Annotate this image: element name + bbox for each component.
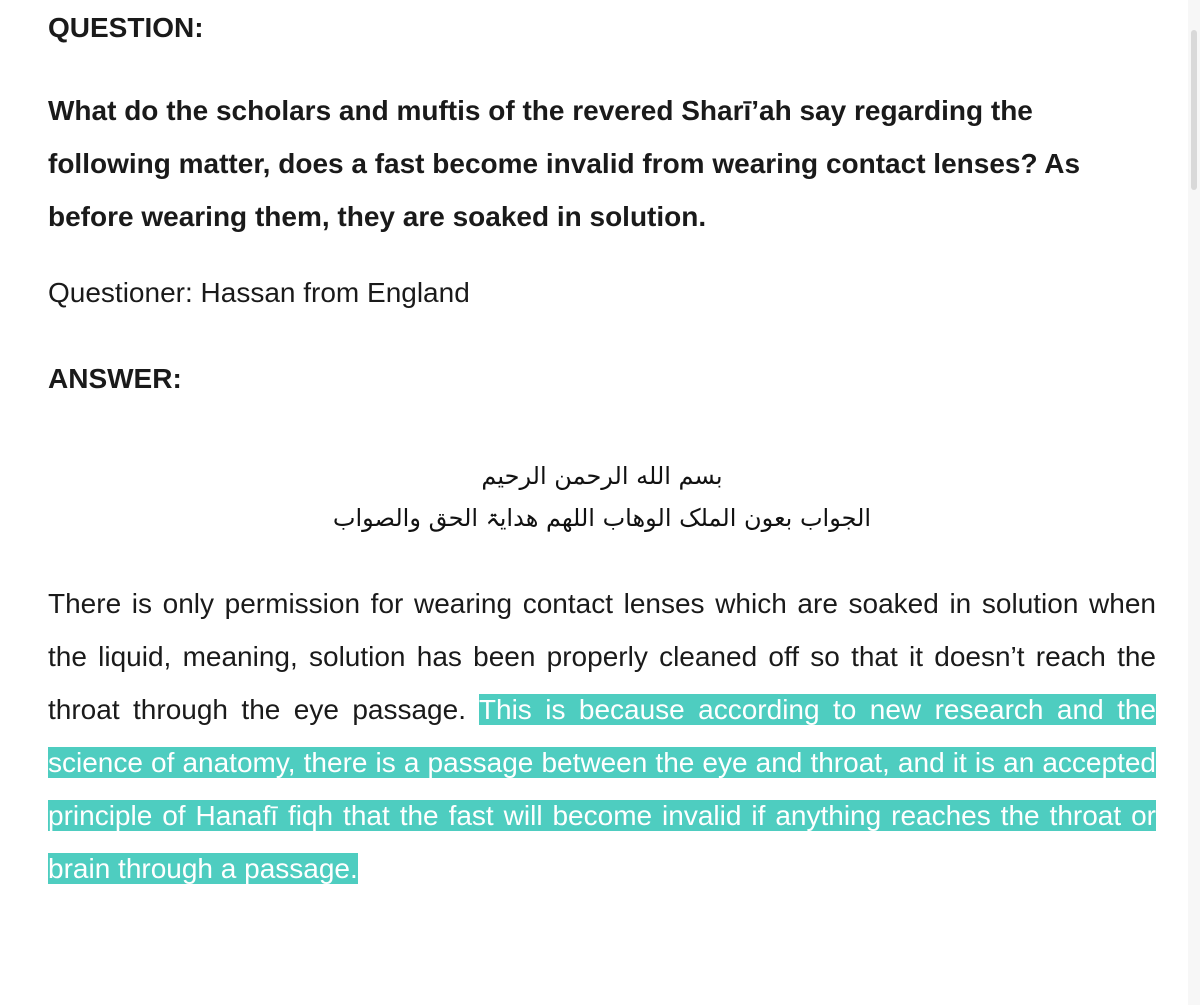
question-text: What do the scholars and muftis of the revered Sharī’ah say regarding the following matter, does a fast become invalid from wearing contact lenses? As before wearing them, they are soaked in solution.	[48, 95, 1081, 232]
answer-heading: ANSWER:	[48, 363, 182, 394]
question-heading: QUESTION:	[48, 12, 204, 43]
article-content	[48, 0, 1156, 895]
answer-text-highlighted[interactable]: This is because according to new research and the science of anatomy, there is a passage between the eye and throat, and it is an accepted principle of Hanafī fiqh that the fast will become invalid if anything reaches the throat or brain through a passage.	[48, 694, 1156, 884]
arabic-invocation-block	[48, 455, 1156, 539]
questioner-line: Questioner: Hassan from England	[48, 277, 470, 308]
arabic-invocation: الجواب بعون الملک الوھاب اللھم ھدایۃ الحق والصواب	[332, 504, 872, 532]
arabic-basmala: بسم الله الرحمن الرحیم	[481, 462, 723, 490]
scrollbar-thumb[interactable]	[1191, 30, 1197, 190]
answer-paragraph	[48, 577, 1156, 895]
answer-text-plain: There is only permission for wearing contact lenses which are soaked in solution when the liquid, meaning, solution has been properly cleaned off so that it doesn’t reach the throat through the eye passage.	[48, 588, 1156, 725]
scrollbar-track[interactable]	[1188, 0, 1200, 1005]
